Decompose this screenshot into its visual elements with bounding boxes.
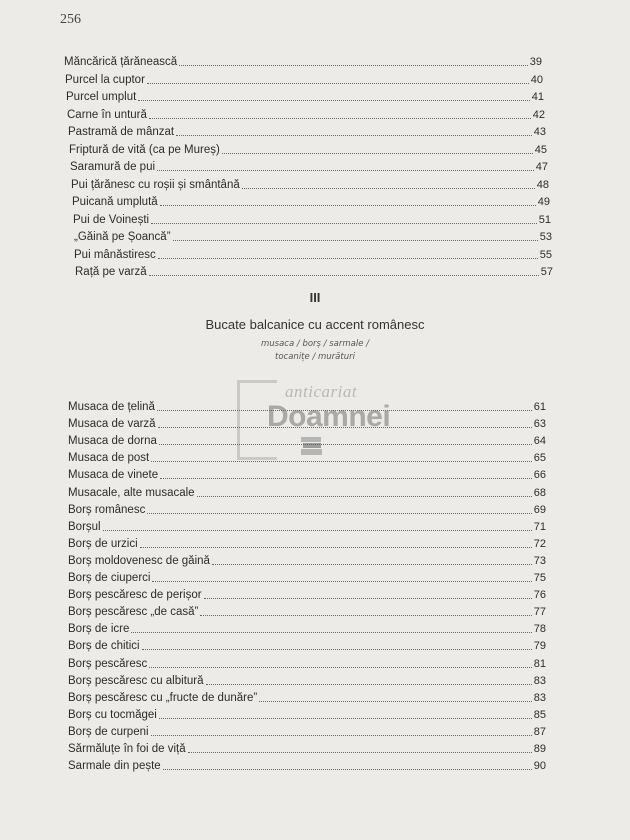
toc-entry-page: 45 — [534, 143, 547, 156]
toc-entry-page: 90 — [533, 760, 546, 773]
toc-entry-page: 73 — [533, 554, 546, 567]
page-number: 256 — [60, 12, 81, 27]
toc-entry-title: Musaca de vinete — [68, 469, 159, 482]
section-subtitle-line2: tocanițe / murături — [275, 352, 355, 362]
toc-entry-page: 87 — [533, 725, 546, 738]
toc-entry-title: Saramură de pui — [70, 161, 156, 173]
toc-entry-page: 83 — [533, 691, 546, 704]
toc-entry-page: 49 — [537, 196, 550, 208]
watermark-text-doamnei: Doamnei — [267, 400, 391, 433]
toc-entry — [68, 466, 546, 482]
toc-entry-title: Musaca de țelină — [68, 401, 155, 413]
toc-entry — [72, 193, 550, 209]
toc-leader-dots — [160, 205, 536, 206]
toc-entry-page: 40 — [530, 73, 543, 86]
section-subtitle-line1: musaca / borș / sarmale / — [260, 339, 370, 349]
toc-entry-page: 64 — [533, 435, 546, 448]
toc-entry-title: Carne în untură — [67, 108, 147, 121]
toc-entry-title: Borș de curpeni — [68, 725, 149, 738]
toc-leader-dots — [142, 649, 532, 650]
toc-leader-dots — [158, 258, 538, 259]
toc-entry — [70, 158, 548, 174]
toc-leader-dots — [179, 65, 528, 66]
toc-entry-page: 68 — [533, 486, 546, 499]
toc-entry-title: Borș pescăresc — [68, 657, 148, 670]
toc-entry-page: 83 — [533, 674, 546, 687]
toc-entry — [68, 518, 546, 534]
toc-entry-page: 55 — [539, 248, 552, 261]
toc-leader-dots — [149, 275, 539, 276]
toc-entry-title: Purcel la cuptor — [65, 73, 145, 86]
toc-entry-title: Puicană umplută — [72, 196, 158, 208]
toc-entry-title: „Găină pe Șoancă” — [74, 231, 171, 243]
toc-leader-dots — [176, 135, 532, 136]
toc-leader-dots — [147, 513, 531, 514]
toc-entry — [68, 655, 546, 671]
toc-entry — [68, 706, 546, 722]
toc-leader-dots — [158, 427, 532, 428]
toc-entry-page: 66 — [533, 469, 546, 482]
toc-entry-title: Borș românesc — [68, 503, 146, 516]
toc-entry-title: Borș cu tocmăgei — [68, 708, 157, 721]
toc-entry-title: Pui țărănesc cu roșii și smântână — [71, 178, 240, 191]
toc-entry — [68, 620, 546, 636]
toc-leader-dots — [200, 615, 531, 616]
toc-entry-page: 41 — [531, 91, 544, 103]
toc-entry-title: Pui mânăstiresc — [74, 248, 156, 261]
toc-entry — [68, 586, 546, 602]
toc-entry-title: Măncărică țărănească — [64, 56, 178, 68]
toc-entry-title: Rață pe varză — [75, 266, 147, 278]
toc-entry — [65, 71, 543, 87]
toc-entry-title: Musaca de varză — [68, 418, 156, 431]
toc-entry-title: Pastramă de mânzat — [68, 126, 175, 138]
toc-entry — [68, 123, 546, 139]
toc-entry — [68, 672, 546, 688]
toc-entry-page: 63 — [533, 418, 546, 431]
toc-leader-dots — [149, 118, 531, 119]
toc-entry — [68, 449, 546, 465]
toc-leader-dots — [204, 598, 532, 599]
toc-entry-title: Borș pescăresc cu „fructe de dunăre” — [68, 691, 258, 704]
toc-entry — [75, 263, 553, 279]
toc-entry-title: Borșul — [68, 520, 101, 533]
toc-leader-dots — [151, 223, 537, 224]
toc-entry-page: 51 — [538, 213, 551, 226]
toc-entry — [67, 106, 545, 122]
toc-leader-dots — [206, 684, 532, 685]
toc-leader-dots — [212, 564, 532, 565]
toc-leader-dots — [197, 496, 532, 497]
toc-entry — [68, 501, 546, 517]
toc-entry — [74, 246, 552, 262]
toc-entry-title: Purcel umplut — [66, 91, 137, 103]
toc-leader-dots — [157, 170, 534, 171]
toc-leader-dots — [152, 581, 531, 582]
toc-leader-dots — [159, 718, 532, 719]
toc-leader-dots — [149, 667, 531, 668]
toc-entry-page: 85 — [533, 708, 546, 721]
toc-entry-title: Musacale, alte musacale — [68, 486, 195, 499]
toc-leader-dots — [188, 752, 532, 753]
toc-leader-dots — [140, 547, 532, 548]
toc-entry-title: Sarmale din pește — [68, 760, 161, 773]
toc-entry — [68, 603, 546, 619]
toc-entry — [64, 53, 542, 69]
toc-entry-page: 57 — [540, 266, 553, 278]
toc-entry — [68, 535, 546, 551]
toc-leader-dots — [103, 530, 532, 531]
toc-entry — [68, 637, 546, 653]
toc-entry-page: 76 — [533, 589, 546, 602]
toc-entry — [68, 740, 546, 756]
toc-entry-title: Borș de chitici — [68, 640, 140, 653]
toc-leader-dots — [159, 444, 532, 445]
toc-entry-title: Borș moldovenesc de găină — [68, 554, 210, 567]
toc-entry-page: 79 — [533, 640, 546, 653]
section-numeral: III — [309, 290, 321, 305]
toc-entry-title: Musaca de dorna — [68, 435, 157, 448]
toc-entry-page: 75 — [533, 572, 546, 584]
toc-entry — [71, 176, 549, 192]
toc-entry-title: Borș de ciuperci — [68, 572, 151, 584]
toc-entry-title: Borș pescăresc de perișor — [68, 589, 202, 602]
toc-entry-page: 43 — [533, 126, 546, 138]
toc-leader-dots — [160, 478, 532, 479]
toc-entry-page: 48 — [536, 178, 549, 191]
toc-leader-dots — [147, 83, 529, 84]
toc-entry — [68, 415, 546, 431]
toc-entry-page: 69 — [533, 503, 546, 516]
toc-entry-title: Pui de Voinești — [73, 213, 150, 226]
toc-leader-dots — [222, 153, 533, 154]
toc-entry-title: Sărmăluțe în foi de viță — [68, 743, 186, 755]
toc-entry-page: 81 — [533, 657, 546, 670]
toc-entry — [68, 689, 546, 705]
toc-entry-page: 39 — [529, 56, 542, 68]
toc-entry — [66, 88, 544, 104]
toc-entry-title: Musaca de post — [68, 452, 150, 465]
toc-leader-dots — [131, 632, 531, 633]
toc-entry-title: Borș de urzici — [68, 537, 138, 550]
toc-entry — [68, 484, 546, 500]
toc-leader-dots — [259, 701, 532, 702]
section-title: Bucate balcanice cu accent românesc — [205, 317, 425, 332]
toc-entry — [69, 141, 547, 157]
toc-entry-page: 72 — [533, 537, 546, 550]
toc-entry-page: 61 — [533, 401, 546, 413]
toc-entry — [68, 552, 546, 568]
toc-entry-page: 47 — [535, 161, 548, 173]
toc-entry-title: Borș pescăresc cu albitură — [68, 674, 204, 687]
watermark-text-anticariat: anticariat — [285, 382, 358, 401]
toc-leader-dots — [151, 461, 532, 462]
toc-entry — [68, 432, 546, 448]
toc-entry-page: 89 — [533, 743, 546, 755]
toc-entry — [68, 757, 546, 773]
toc-entry — [68, 723, 546, 739]
toc-leader-dots — [242, 188, 535, 189]
toc-entry-title: Friptură de vită (ca pe Mureș) — [69, 143, 220, 156]
toc-entry-page: 78 — [533, 623, 546, 636]
toc-leader-dots — [138, 100, 529, 101]
toc-leader-dots — [151, 735, 532, 736]
toc-entry-title: Borș pescăresc „de casă” — [68, 606, 199, 619]
toc-entry-title: Borș de icre — [68, 623, 130, 636]
toc-entry-page: 53 — [539, 231, 552, 243]
toc-entry — [74, 228, 552, 244]
toc-entry — [73, 211, 551, 227]
toc-entry-page: 77 — [533, 606, 546, 619]
toc-leader-dots — [173, 240, 538, 241]
toc-leader-dots — [157, 410, 532, 411]
toc-entry-page: 71 — [533, 520, 546, 533]
toc-entry — [68, 569, 546, 585]
toc-leader-dots — [163, 769, 532, 770]
toc-entry-page: 42 — [532, 108, 545, 121]
toc-entry-page: 65 — [533, 452, 546, 465]
toc-entry — [68, 398, 546, 414]
